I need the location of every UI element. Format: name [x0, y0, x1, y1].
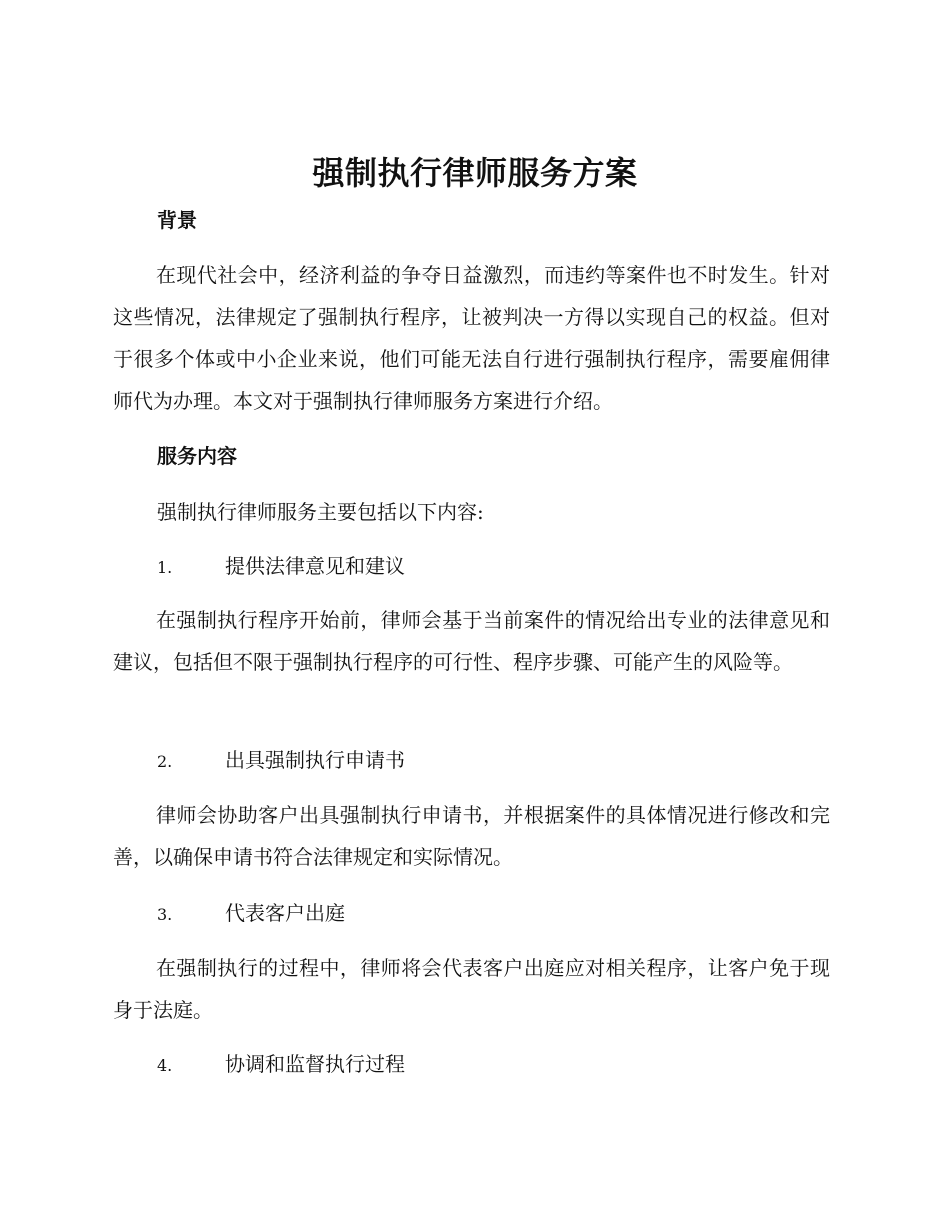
- item-number: 3.: [157, 905, 173, 924]
- item-title: 出具强制执行申请书: [225, 748, 405, 772]
- item-title: 协调和监督执行过程: [225, 1052, 405, 1076]
- service-item-2-description: 律师会协助客户出具强制执行申请书，并根据案件的具体情况进行修改和完善，以确保申请书符合法律规定和实际情况。: [113, 803, 830, 869]
- item-title: 提供法律意见和建议: [225, 554, 405, 578]
- service-item-2: [157, 745, 405, 777]
- services-intro: 强制执行律师服务主要包括以下内容:: [157, 500, 484, 524]
- service-item-3: [157, 898, 345, 930]
- item-title: 代表客户出庭: [225, 901, 345, 925]
- item-number: 2.: [157, 752, 173, 771]
- section-heading-services: 服务内容: [157, 444, 237, 468]
- item-number: 1.: [157, 558, 173, 577]
- document-title: 强制执行律师服务方案: [312, 154, 638, 192]
- service-item-1-description: 在强制执行程序开始前，律师会基于当前案件的情况给出专业的法律意见和建议，包括但不限于强制执行程序的可行性、程序步骤、可能产生的风险等。: [113, 608, 830, 674]
- item-number: 4.: [157, 1056, 173, 1075]
- service-item-4: [157, 1049, 405, 1081]
- service-item-3-description: 在强制执行的过程中，律师将会代表客户出庭应对相关程序，让客户免于现身于法庭。: [113, 956, 830, 1022]
- background-paragraph: 在现代社会中，经济利益的争夺日益激烈，而违约等案件也不时发生。针对这些情况，法律规定了强制执行程序，让被判决一方得以实现自己的权益。但对于很多个体或中小企业来说，他们可能无法自行进行强制执行程序，需要雇佣律师代为办理。本文对于强制执行律师服务方案进行介绍。: [113, 263, 830, 413]
- section-heading-background: 背景: [157, 208, 197, 232]
- service-item-1: [157, 551, 405, 583]
